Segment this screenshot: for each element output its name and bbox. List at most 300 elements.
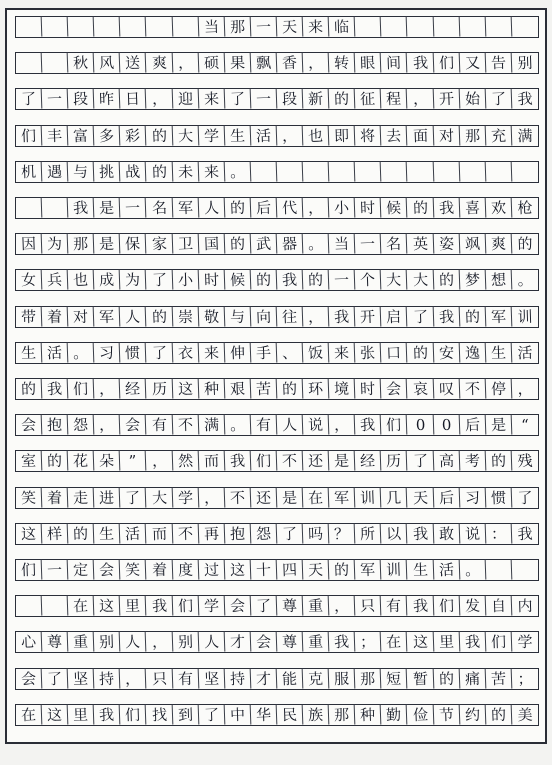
grid-cell: 因: [16, 234, 43, 255]
grid-cell: 人: [120, 306, 147, 327]
grid-cell: 迎: [172, 89, 199, 110]
grid-cell: 是: [277, 487, 304, 508]
grid-cell: 欢: [485, 198, 512, 219]
grid-cell: 生: [407, 560, 434, 581]
text-row: [15, 487, 539, 509]
grid-cell: 叹: [433, 379, 460, 400]
grid-cell: 了: [198, 704, 225, 725]
grid-cell: 然: [172, 451, 199, 472]
grid-cell: 我: [277, 270, 304, 291]
grid-cell: 始: [459, 89, 486, 110]
grid-cell: 室: [16, 451, 43, 472]
grid-cell: 们: [433, 596, 460, 617]
grid-cell: 的: [42, 451, 69, 472]
grid-cell: 来: [198, 89, 225, 110]
grid-cell: 历: [146, 379, 173, 400]
grid-cell: 会: [381, 379, 408, 400]
grid-cell: 以: [381, 523, 408, 544]
grid-cell: 眼: [355, 53, 382, 74]
text-row: [15, 342, 539, 364]
grid-cell: 学: [198, 596, 225, 617]
grid-cell: 天: [277, 17, 304, 38]
grid-cell: 只: [355, 596, 382, 617]
grid-cell: 那: [459, 125, 486, 146]
grid-cell: 再: [198, 523, 225, 544]
grid-cell: 新: [303, 89, 330, 110]
grid-cell: 昨: [94, 89, 121, 110]
grid-cell: [120, 17, 147, 38]
grid-cell: [68, 17, 95, 38]
grid-cell: [381, 17, 408, 38]
grid-cell: 我: [517, 524, 533, 543]
grid-cell: 生: [224, 125, 251, 146]
text-row: [15, 16, 539, 38]
grid-cell: 军: [355, 560, 382, 581]
grid-cell: 吗: [303, 523, 330, 544]
grid-cell: [512, 161, 539, 182]
grid-cell: 向: [251, 306, 278, 327]
grid-cell: 学: [198, 125, 225, 146]
grid-cell: 口: [381, 342, 408, 363]
grid-cell: 克: [303, 668, 330, 689]
grid-cell: 我: [224, 451, 251, 472]
grid-cell: 艰: [224, 379, 251, 400]
grid-cell: 为: [42, 234, 69, 255]
grid-cell: 我: [407, 596, 434, 617]
grid-cell: 。: [517, 270, 533, 290]
grid-cell: ，: [172, 53, 199, 74]
grid-cell: 那: [224, 17, 251, 38]
grid-cell: 暂: [407, 668, 434, 689]
grid-cell: 挑: [94, 161, 121, 182]
grid-cell: 的: [459, 306, 486, 327]
grid-cell: 大: [172, 125, 199, 146]
grid-cell: 这: [172, 379, 199, 400]
grid-cell: [172, 17, 199, 38]
grid-cell: 人: [120, 632, 147, 653]
grid-cell: ？: [329, 523, 356, 544]
grid-cell: 环: [303, 379, 330, 400]
grid-cell: 硕: [198, 53, 225, 74]
grid-cell: 富: [68, 125, 95, 146]
grid-cell: 族: [303, 704, 330, 725]
grid-cell: 苦: [251, 379, 278, 400]
grid-cell: 军: [172, 198, 199, 219]
grid-cell: 不: [172, 523, 199, 544]
grid-cell: 军: [329, 487, 356, 508]
grid-cell: 一: [251, 17, 278, 38]
grid-cell: 梦: [459, 270, 486, 291]
grid-cell: 的: [329, 89, 356, 110]
grid-cell: 英: [407, 234, 434, 255]
grid-cell: 临: [329, 17, 356, 38]
grid-cell: 所: [355, 523, 382, 544]
grid-cell: 卫: [172, 234, 199, 255]
grid-cell: 的: [224, 198, 251, 219]
grid-cell: [485, 161, 512, 182]
grid-cell: 一: [42, 560, 69, 581]
grid-cell: [16, 17, 43, 38]
grid-cell: 来: [329, 342, 356, 363]
grid-cell: 有: [251, 415, 278, 436]
grid-cell: 持: [94, 668, 121, 689]
text-row: [15, 378, 539, 400]
grid-cell: [16, 198, 43, 219]
grid-cell: 带: [16, 306, 43, 327]
grid-cell: 逸: [459, 342, 486, 363]
grid-cell: ，: [146, 451, 173, 472]
grid-cell: ，: [146, 89, 173, 110]
grid-cell: 。: [459, 560, 486, 581]
grid-cell: 的: [303, 270, 330, 291]
grid-cell: 敬: [198, 306, 225, 327]
grid-cell: 华: [251, 704, 278, 725]
grid-cell: 那: [68, 234, 95, 255]
grid-cell: 开: [433, 89, 460, 110]
grid-cell: 而: [198, 451, 225, 472]
grid-cell: 的: [146, 125, 173, 146]
grid-cell: 的: [277, 379, 304, 400]
grid-cell: 抱: [224, 523, 251, 544]
grid-cell: 在: [303, 487, 330, 508]
grid-cell: 花: [68, 451, 95, 472]
grid-cell: [146, 17, 173, 38]
grid-cell: 痛: [459, 668, 486, 689]
grid-cell: 会: [16, 668, 43, 689]
grid-cell: 持: [224, 668, 251, 689]
grid-cell: ，: [120, 668, 147, 689]
grid-cell: 尊: [277, 596, 304, 617]
grid-cell: 一: [355, 234, 382, 255]
grid-cell: 我: [68, 198, 95, 219]
grid-cell: [433, 17, 460, 38]
grid-cell: ，: [198, 487, 225, 508]
grid-cell: 美: [517, 705, 533, 724]
grid-cell: 这: [16, 523, 43, 544]
grid-cell: 有: [172, 668, 199, 689]
grid-cell: 后: [459, 415, 486, 436]
grid-cell: 四: [277, 560, 304, 581]
grid-cell: 国: [198, 234, 225, 255]
grid-cell: 武: [251, 234, 278, 255]
grid-cell: 我: [459, 632, 486, 653]
grid-cell: 怨: [251, 523, 278, 544]
grid-cell: 重: [303, 632, 330, 653]
grid-cell: 会: [251, 632, 278, 653]
grid-cell: 训: [381, 560, 408, 581]
grid-cell: 大: [146, 487, 173, 508]
grid-cell: 面: [407, 125, 434, 146]
grid-cell: 满: [198, 415, 225, 436]
grid-cell: 心: [16, 632, 43, 653]
grid-cell: 生: [16, 342, 43, 363]
grid-cell: ，: [303, 53, 330, 74]
grid-cell: 会: [120, 415, 147, 436]
grid-cell: 那: [355, 668, 382, 689]
grid-cell: 尊: [42, 632, 69, 653]
grid-cell: 不: [224, 487, 251, 508]
grid-cell: 秋: [68, 53, 95, 74]
grid-cell: 的: [329, 560, 356, 581]
grid-cell: 习: [459, 487, 486, 508]
grid-cell: 习: [94, 342, 121, 363]
grid-cell: 遇: [42, 161, 69, 182]
grid-cell: 。: [68, 342, 95, 363]
grid-cell: 别: [94, 632, 121, 653]
grid-cell: 器: [277, 234, 304, 255]
grid-cell: 了: [517, 487, 533, 507]
grid-cell: 充: [485, 125, 512, 146]
grid-cell: 一: [120, 198, 147, 219]
grid-cell: ，: [277, 125, 304, 146]
grid-cell: 生: [485, 342, 512, 363]
text-row: [15, 161, 539, 183]
grid-cell: 饭: [303, 342, 330, 363]
grid-cell: ，: [94, 379, 121, 400]
grid-cell: 不: [459, 379, 486, 400]
grid-cell: 我: [433, 306, 460, 327]
grid-cell: 活: [517, 343, 533, 362]
grid-cell: 服: [329, 668, 356, 689]
grid-cell: [94, 17, 121, 38]
grid-cell: 了: [251, 596, 278, 617]
text-row: [15, 668, 539, 690]
grid-cell: 还: [303, 451, 330, 472]
grid-cell: 人: [198, 632, 225, 653]
grid-cell: 有: [381, 596, 408, 617]
grid-cell: 高: [433, 451, 460, 472]
grid-cell: 人: [277, 415, 304, 436]
grid-cell: 十: [251, 560, 278, 581]
grid-cell: ，: [146, 632, 173, 653]
grid-cell: 我: [146, 596, 173, 617]
grid-cell: 在: [16, 704, 43, 725]
grid-cell: 们: [120, 704, 147, 725]
grid-cell: 启: [381, 306, 408, 327]
grid-cell: 是: [94, 234, 121, 255]
grid-cell: 的: [251, 270, 278, 291]
grid-cell: 小: [172, 270, 199, 291]
grid-cell: 。: [224, 161, 251, 182]
grid-cell: 香: [277, 53, 304, 74]
grid-cell: 笑: [120, 560, 147, 581]
grid-cell: 别: [172, 632, 199, 653]
grid-cell: 姿: [433, 234, 460, 255]
grid-cell: 历: [381, 451, 408, 472]
grid-cell: 勤: [381, 704, 408, 725]
grid-cell: 我: [355, 415, 382, 436]
grid-cell: 的: [485, 704, 512, 725]
grid-cell: [16, 53, 43, 74]
grid-cell: 这: [42, 704, 69, 725]
grid-cell: 当: [198, 17, 225, 38]
grid-cell: 飒: [459, 234, 486, 255]
grid-cell: 的: [146, 306, 173, 327]
grid-cell: 们: [16, 125, 43, 146]
grid-cell: 坚: [68, 668, 95, 689]
grid-cell: 还: [251, 487, 278, 508]
grid-cell: 与: [224, 306, 251, 327]
grid-cell: [485, 17, 512, 38]
grid-cell: 训: [517, 306, 533, 326]
grid-cell: 时: [198, 270, 225, 291]
grid-cell: 约: [459, 704, 486, 725]
grid-cell: 生: [94, 523, 121, 544]
grid-cell: ；: [517, 668, 533, 688]
grid-cell: 抱: [42, 415, 69, 436]
grid-cell: 自: [485, 596, 512, 617]
grid-cell: 想: [485, 270, 512, 291]
grid-cell: 说: [459, 523, 486, 544]
grid-cell: 多: [94, 125, 121, 146]
grid-cell: 在: [68, 596, 95, 617]
text-row: [15, 595, 539, 617]
grid-cell: ，: [407, 89, 434, 110]
grid-cell: 会: [224, 596, 251, 617]
grid-cell: 惯: [120, 342, 147, 363]
grid-cell: 时: [355, 198, 382, 219]
grid-cell: 爽: [146, 53, 173, 74]
grid-cell: 了: [407, 451, 434, 472]
grid-cell: 军: [485, 306, 512, 327]
grid-cell: 着: [42, 306, 69, 327]
grid-cell: 的: [16, 379, 43, 400]
grid-cell: 着: [146, 560, 173, 581]
grid-cell: 惯: [485, 487, 512, 508]
grid-cell: [512, 17, 539, 38]
grid-cell: 活: [251, 125, 278, 146]
grid-cell: 对: [433, 125, 460, 146]
grid-cell: [459, 17, 486, 38]
grid-cell: 了: [485, 89, 512, 110]
grid-cell: 兵: [42, 270, 69, 291]
grid-cell: 枪: [517, 198, 533, 217]
grid-cell: 几: [381, 487, 408, 508]
grid-cell: 说: [303, 415, 330, 436]
text-row: [15, 704, 539, 726]
text-row: [15, 450, 539, 472]
grid-cell: [251, 161, 278, 182]
grid-cell: 是: [485, 415, 512, 436]
grid-cell: 个: [355, 270, 382, 291]
grid-cell: 手: [251, 342, 278, 363]
grid-cell: 送: [120, 53, 147, 74]
grid-cell: 学: [172, 487, 199, 508]
grid-cell: 不: [172, 415, 199, 436]
grid-cell: 段: [68, 89, 95, 110]
grid-cell: 们: [433, 53, 460, 74]
text-row: [15, 197, 539, 219]
grid-cell: 来: [303, 17, 330, 38]
grid-cell: [355, 161, 382, 182]
grid-cell: 的: [407, 198, 434, 219]
grid-cell: 停: [485, 379, 512, 400]
grid-cell: 那: [329, 704, 356, 725]
grid-cell: [42, 17, 69, 38]
grid-cell: 天: [407, 487, 434, 508]
grid-cell: [433, 161, 460, 182]
grid-cell: 满: [517, 125, 533, 145]
grid-cell: 会: [16, 415, 43, 436]
grid-cell: 敢: [433, 523, 460, 544]
grid-cell: 们: [172, 596, 199, 617]
grid-cell: 一: [42, 89, 69, 110]
grid-cell: 了: [16, 89, 43, 110]
grid-cell: ，: [303, 306, 330, 327]
grid-cell: 们: [68, 379, 95, 400]
grid-cell: 爽: [485, 234, 512, 255]
grid-cell: ：: [485, 523, 512, 544]
grid-cell: 们: [16, 560, 43, 581]
grid-cell: 小: [329, 198, 356, 219]
grid-cell: 发: [459, 596, 486, 617]
grid-cell: 而: [146, 523, 173, 544]
grid-cell: 了: [120, 487, 147, 508]
grid-cell: ，: [329, 596, 356, 617]
grid-cell: 节: [433, 704, 460, 725]
grid-cell: ，: [329, 415, 356, 436]
grid-cell: 名: [381, 234, 408, 255]
grid-cell: 了: [146, 270, 173, 291]
grid-cell: 才: [251, 668, 278, 689]
grid-cell: [407, 17, 434, 38]
grid-cell: [42, 596, 69, 617]
grid-cell: 来: [198, 342, 225, 363]
grid-cell: 境: [329, 379, 356, 400]
text-row: [15, 88, 539, 110]
grid-cell: 丰: [42, 125, 69, 146]
grid-cell: 一: [329, 270, 356, 291]
grid-cell: 我: [517, 89, 533, 109]
grid-cell: 哀: [407, 379, 434, 400]
grid-cell: 学: [517, 632, 533, 652]
grid-cell: 保: [120, 234, 147, 255]
grid-cell: 训: [355, 487, 382, 508]
grid-cell: 里: [68, 704, 95, 725]
grid-cell: 间: [381, 53, 408, 74]
grid-cell: 日: [120, 89, 147, 110]
grid-cell: 中: [224, 704, 251, 725]
grid-cell: 代: [277, 198, 304, 219]
text-row: [15, 52, 539, 74]
grid-cell: 我: [407, 53, 434, 74]
grid-cell: 后: [433, 487, 460, 508]
grid-cell: 种: [355, 704, 382, 725]
grid-cell: 坚: [198, 668, 225, 689]
grid-cell: 们: [485, 632, 512, 653]
text-row: [15, 306, 539, 328]
grid-cell: 即: [329, 125, 356, 146]
grid-cell: 彩: [120, 125, 147, 146]
grid-cell: 里: [120, 596, 147, 617]
grid-cell: ”: [120, 451, 147, 472]
grid-cell: 苦: [485, 668, 512, 689]
text-row: [15, 559, 539, 581]
grid-cell: 了: [407, 306, 434, 327]
grid-cell: 开: [355, 306, 382, 327]
grid-cell: 只: [146, 668, 173, 689]
grid-cell: 的: [485, 451, 512, 472]
grid-cell: [42, 53, 69, 74]
grid-cell: 在: [381, 632, 408, 653]
grid-cell: 着: [42, 487, 69, 508]
grid-cell: 候: [224, 270, 251, 291]
grid-cell: 度: [172, 560, 199, 581]
grid-cell: 告: [485, 53, 512, 74]
grid-cell: 活: [42, 342, 69, 363]
text-row: [15, 414, 539, 436]
grid-cell: [42, 198, 69, 219]
